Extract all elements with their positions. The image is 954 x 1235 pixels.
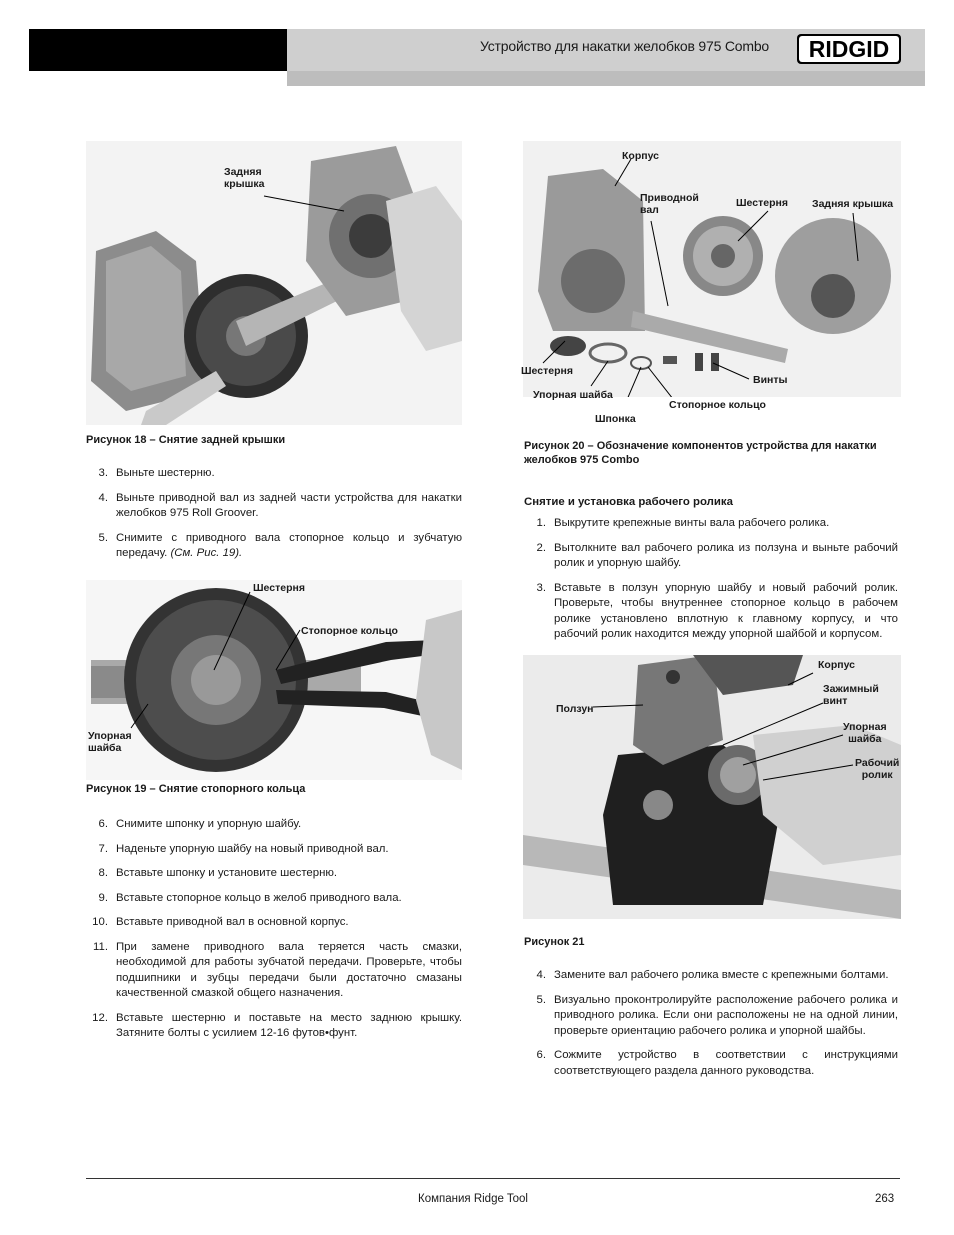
step-text: Замените вал рабочего ролика вместе с крепежными болтами. (554, 969, 889, 981)
step-text: Вставьте шестерню и поставьте на место заднюю крышку. Затяните болты с усилием 12-16 футов•фунт. (116, 1011, 462, 1039)
right-steps-b (524, 968, 898, 1079)
fig20-caption: Рисунок 20 – Обозначение компонентов устройства для накатки желобков 975 Combo (524, 440, 877, 466)
page-title: Устройство для накатки желобков 975 Combo (480, 38, 770, 54)
step-text: Снимите шпонку и упорную шайбу. (116, 818, 302, 830)
list-item (86, 915, 462, 931)
fig20-label-gear: Шестерня (736, 197, 788, 209)
fig21-label-slide: Ползун (556, 703, 594, 715)
fig21-label-work-roll: Рабочий ролик (855, 757, 900, 781)
list-item (86, 531, 462, 562)
footer-company: Компания Ridge Tool (418, 1193, 528, 1205)
fig21-label-thrust-washer: Упорная шайба (843, 721, 887, 745)
page-number: 263 (875, 1193, 895, 1205)
step-text: Вытолкните вал рабочего ролика из ползуна и выньте рабочий ролик и упорную шайбу. (554, 541, 898, 569)
fig20-label-key: Шпонка (595, 413, 636, 425)
footer-divider (86, 1178, 900, 1179)
list-item (86, 466, 462, 482)
step-text: Сожмите устройство в соответствии с инструкциями соответствующего раздела данного руководства. (554, 1049, 898, 1077)
fig20-label-retaining-ring: Стопорное кольцо (669, 399, 766, 411)
step-number: 10. (92, 916, 108, 928)
step-text: При замене приводного вала теряется часть смазки, необходимой для работы зубчатой передачи. Проверьте, чтобы подшипники и зубцы передачи были достаточно смазаны качественной смазкой общего назначения. (116, 940, 462, 999)
step-number: 8. (98, 867, 108, 879)
list-item (524, 541, 898, 572)
step-text: Выньте приводной вал из задней части устройства для накатки желобков 975 Roll Groover. (116, 491, 462, 519)
fig20-label-screws: Винты (753, 374, 788, 386)
step-text: Вставьте шпонку и установите шестерню. (116, 867, 338, 879)
list-item (524, 581, 898, 643)
header-black-bar (29, 29, 287, 71)
step-number: 1. (536, 517, 546, 529)
step-number: 2. (536, 541, 546, 554)
fig19-caption: Рисунок 19 – Снятие стопорного кольца (86, 783, 306, 795)
left-steps-a (86, 466, 462, 562)
left-steps-b (86, 817, 462, 1042)
fig18-label-back-cover: Задняя крышка (224, 166, 265, 190)
step-text: Визуально проконтролируйте расположение рабочего ролика и приводного ролика. Если они расположены не на одной линии, проверьте ориентацию рабочего ролика и упорной шайбы. (554, 993, 898, 1037)
list-item (86, 817, 462, 833)
fig19-label-gear: Шестерня (253, 582, 305, 594)
fig20-label-gear2: Шестерня (521, 365, 573, 377)
step-number: 9. (98, 891, 108, 904)
list-item (86, 1011, 462, 1042)
step-text: Вставьте приводной вал в основной корпус. (116, 916, 349, 928)
step-text: Выкрутите крепежные винты вала рабочего ролика. (554, 517, 830, 529)
list-item (86, 866, 462, 882)
fig21-label-clamp-screw: Зажимный винт (823, 683, 879, 707)
step-number: 5. (98, 531, 108, 544)
figure-19-photo (86, 580, 462, 780)
fig18-caption: Рисунок 18 – Снятие задней крышки (86, 434, 286, 446)
list-item (524, 993, 898, 1040)
step-number: 6. (98, 818, 108, 830)
list-item (86, 891, 462, 907)
step-number: 3. (536, 581, 546, 594)
list-item (86, 491, 462, 522)
step-text: Выньте шестерню. (116, 467, 215, 479)
fig19-label-thrust-washer: Упорная шайба (88, 730, 132, 754)
ridgid-logo (797, 34, 901, 64)
fig20-label-drive-shaft: Приводной вал (640, 192, 699, 216)
step-number: 4. (536, 969, 546, 981)
figure-18-photo (86, 141, 462, 425)
list-item (86, 940, 462, 1002)
figure-20-photo (523, 141, 901, 397)
section-title: Снятие и установка рабочего ролика (524, 496, 733, 508)
list-item (524, 968, 898, 984)
list-item (524, 516, 898, 532)
right-steps-a (524, 516, 898, 643)
step-number: 12. (92, 1011, 108, 1024)
step-number: 7. (98, 842, 108, 855)
fig21-label-housing: Корпус (818, 659, 855, 671)
list-item (524, 1048, 898, 1079)
step-number: 4. (98, 491, 108, 504)
logo-text: RIDGID (808, 36, 890, 62)
step-number: 5. (536, 993, 546, 1006)
fig19-label-retaining-ring: Стопорное кольцо (301, 625, 398, 637)
step-text: Наденьте упорную шайбу на новый приводной вал. (116, 842, 389, 855)
fig21-caption: Рисунок 21 (524, 936, 585, 948)
step-text-wrap (116, 531, 462, 562)
fig20-label-back-cover: Задняя крышка (812, 198, 894, 210)
step-number: 3. (98, 467, 108, 479)
step-text: Вставьте в ползун упорную шайбу и новый рабочий ролик. Проверьте, чтобы внутреннее стопорное кольцо в рабочем ролике установлено вплотную к главному корпусу, и что рабочий ролик находится между упорной шайбой и корпусом. (554, 581, 898, 640)
step-number: 11. (93, 940, 108, 953)
fig20-label-housing: Корпус (622, 150, 659, 162)
step-text: Вставьте стопорное кольцо в желоб приводного вала. (116, 891, 402, 904)
step-reference: (См. Рис. 19). (170, 547, 243, 559)
header-shadow-bar (287, 71, 925, 86)
list-item (86, 842, 462, 858)
step-number: 6. (536, 1049, 546, 1061)
step-text: Снимите с приводного вала стопорное кольцо и зубчатую передачу. (116, 531, 462, 559)
fig20-label-thrust-washer: Упорная шайба (533, 389, 613, 401)
